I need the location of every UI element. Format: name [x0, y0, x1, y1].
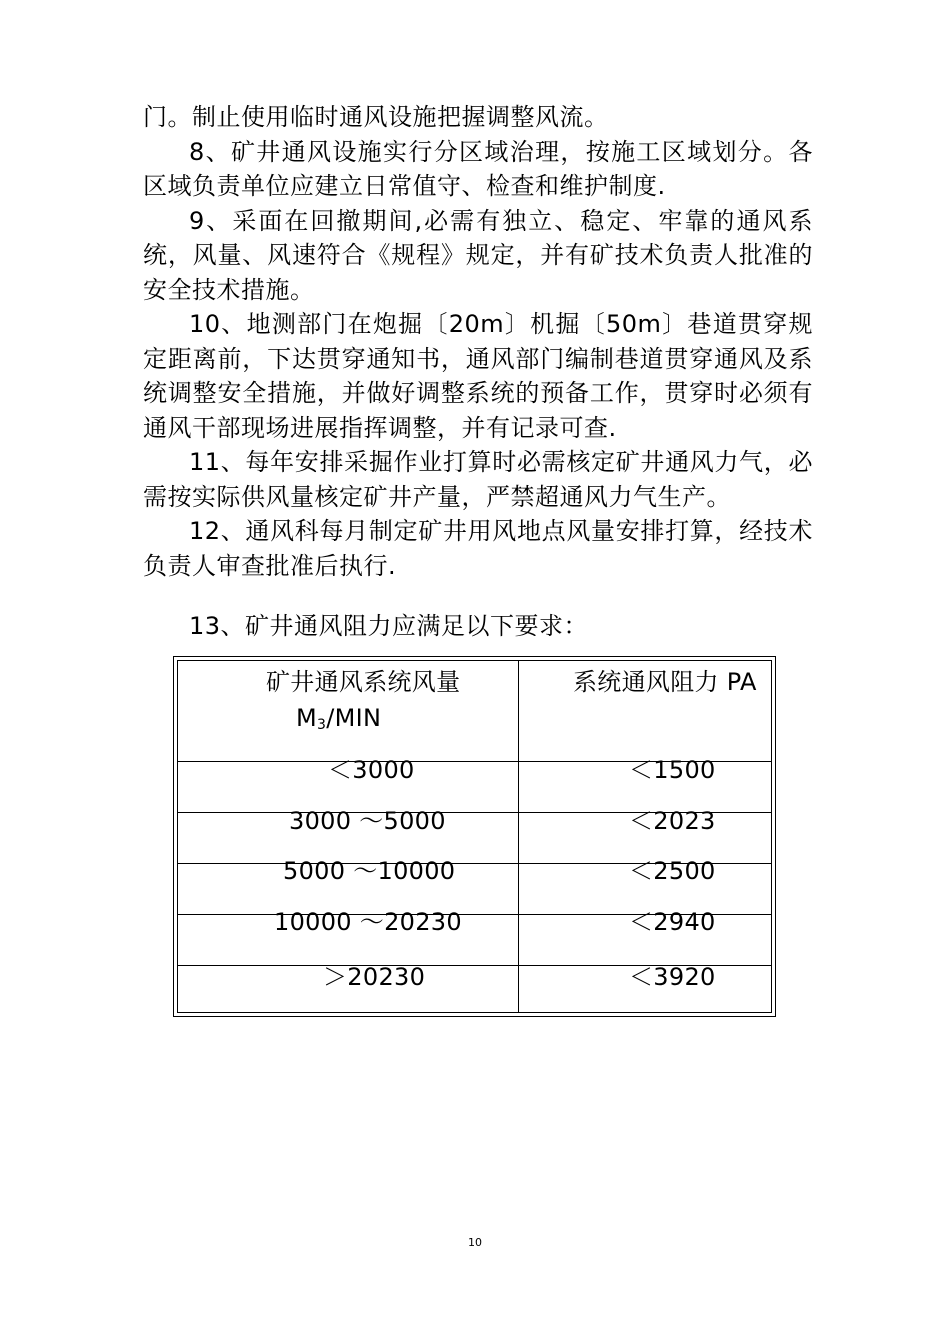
cell-volume: 5000 ～10000 [283, 857, 456, 885]
cell-resistance: ＜2023 [629, 807, 716, 835]
cell-resistance: ＜3920 [629, 963, 716, 991]
cell-volume: 10000 ～20230 [274, 908, 462, 936]
header-volume-unit [296, 701, 381, 742]
table-intro-block [143, 609, 813, 644]
resistance-table [173, 656, 776, 1017]
unit-rest: /MIN [326, 704, 382, 732]
page-number: 10 [468, 1236, 482, 1249]
paragraph-item-10: 10、地测部门在炮掘〔20m〕机掘〔50m〕巷道贯穿规定距离前，下达贯穿通知书，通风部门编制巷道贯穿通风及系统调整安全措施，并做好调整系统的预备工作，贯穿时必须有通风干部现场进展指挥调整，并有记录可查. [143, 310, 813, 442]
paragraph-item-9: 9、采面在回撤期间,必需有独立、稳定、牢靠的通风系统，风量、风速符合《规程》规定，并有矿技术负责人批准的安全技术措施。 [143, 206, 813, 304]
column-divider [518, 661, 519, 1012]
paragraph-item-8: 8、矿井通风设施实行分区域治理，按施工区域划分。各区域负责单位应建立日常值守、检查和维护制度. [143, 137, 813, 200]
body-text [143, 100, 813, 583]
paragraph-item-11: 11、每年安排采掘作业打算时必需核定矿井通风力气，必需按实际供风量核定矿井产量，严禁超通风力气生产。 [143, 448, 813, 511]
header-resistance: 系统通风阻力 PA [573, 668, 757, 696]
unit-main: M [296, 704, 318, 732]
cell-volume: ＜3000 [328, 756, 415, 784]
paragraph-item-12: 12、通风科每月制定矿井用风地点风量安排打算，经技术负责人审查批准后执行. [143, 517, 813, 580]
cell-resistance: ＜2500 [629, 857, 716, 885]
paragraph-continuation: 门。制止使用临时通风设施把握调整风流。 [143, 103, 609, 131]
cell-volume: ＞20230 [323, 963, 426, 991]
unit-sub: 3 [317, 717, 327, 733]
table-intro: 13、矿井通风阻力应满足以下要求： [189, 612, 589, 640]
cell-resistance: ＜2940 [629, 908, 716, 936]
table-inner-border [177, 660, 772, 1013]
cell-resistance: ＜1500 [629, 756, 716, 784]
cell-volume: 3000 ～5000 [289, 807, 446, 835]
header-volume: 矿井通风系统风量 [266, 668, 461, 696]
